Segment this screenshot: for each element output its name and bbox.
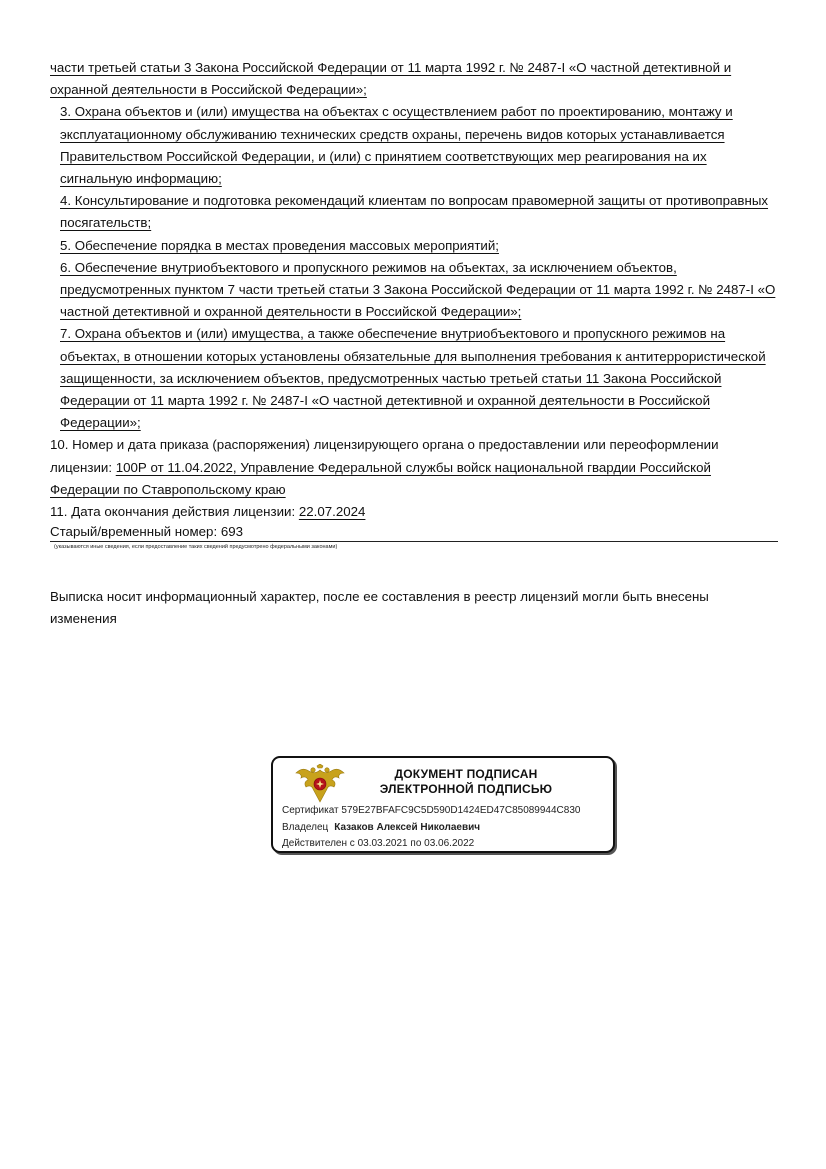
footnote: (указываются иные сведения, если предоставление таких сведений предусмотрено федеральными законами)	[54, 544, 338, 551]
expiry-value: 22.07.2024	[298, 504, 366, 520]
owner-label: Владелец	[282, 822, 329, 833]
certificate-value: 579E27BFAFC9C5D590D1424ED47C85089944C830	[341, 805, 581, 816]
owner-value: Казаков Алексей Николаевич	[334, 822, 481, 833]
activity-text: 7. Охрана объектов и (или) имущества, а также обеспечение внутриобъектового и пропускного режимов на объектах, в отношении которых установлены обязательные для выполнения требования к антитеррористической защищенности, за исключением объектов, предусмотренных частью третьей статьи 11 Закона Российской Федерации от 11 марта 1992 г. № 2487-I «О частной детективной и охранной деятельности в Российской Федерации»;	[60, 326, 766, 431]
activity-item	[50, 57, 778, 101]
activity-item	[50, 323, 778, 434]
activity-text: 3. Охрана объектов и (или) имущества на объектах с осуществлением работ по проектированию, монтажу и эксплуатационному обслуживанию технических средств охраны, перечень видов которых устанавливается Правительством Российской Федерации, и (или) с принятием соответствующих мер реагирования на их сигнальную информацию;	[60, 104, 733, 187]
activity-text: 5. Обеспечение порядка в местах проведения массовых мероприятий;	[60, 237, 499, 253]
certificate-line	[282, 805, 580, 817]
order-value: 100Р от 11.04.2022, Управление Федеральной службы войск национальной гвардии Российской Федерации по Ставропольскому краю	[50, 459, 711, 497]
document-page	[50, 57, 778, 644]
electronic-signature-stamp	[271, 756, 615, 853]
activity-item	[50, 101, 778, 190]
owner-line	[282, 822, 480, 834]
stamp-title-line2: ЭЛЕКТРОННОЙ ПОДПИСЬЮ	[379, 782, 553, 796]
order-label: 10. Номер и дата приказа (распоряжения) лицензирующего органа о предоставлении или переоформлении лицензии:	[50, 437, 719, 475]
stamp-title-line1: ДОКУМЕНТ ПОДПИСАН	[394, 767, 538, 781]
order-info	[50, 434, 778, 501]
activity-text: части третьей статьи 3 Закона Российской Федерации от 11 марта 1992 г. № 2487-I «О частной детективной и охранной деятельности в Российской Федерации»;	[50, 60, 732, 98]
activity-item	[50, 257, 778, 324]
activity-item	[50, 190, 778, 234]
old-number: Старый/временный номер: 693	[50, 523, 778, 542]
expiry-info	[50, 501, 778, 523]
activity-text: 6. Обеспечение внутриобъектового и пропускного режимов на объектах, за исключением объектов, предусмотренных пунктом 7 части третьей статьи 3 Закона Российской Федерации от 11 марта 1992 г. № 2487-I «О частной детективной и охранной деятельности в Российской Федерации»;	[60, 259, 776, 320]
activity-item	[50, 235, 778, 257]
expiry-label: 11. Дата окончания действия лицензии:	[50, 504, 299, 520]
activity-text: 4. Консультирование и подготовка рекомендаций клиентам по вопросам правомерной защиты от противоправных посягательств;	[60, 193, 769, 231]
double-headed-eagle-emblem-icon	[293, 764, 347, 806]
activity-list	[50, 57, 778, 434]
validity-line: Действителен с 03.03.2021 по 03.06.2022	[282, 838, 475, 849]
notice-text: Выписка носит информационный характер, после ее составления в реестр лицензий могли быть внесены изменения	[50, 589, 709, 627]
certificate-label: Сертификат	[282, 805, 339, 816]
